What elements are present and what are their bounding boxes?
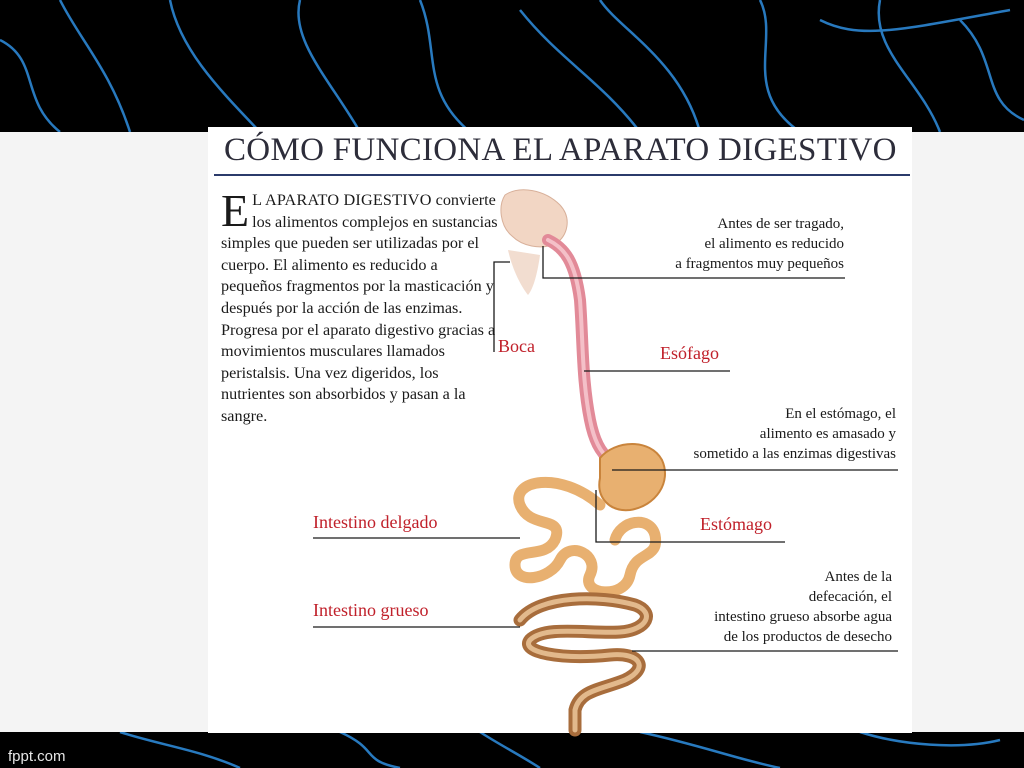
label-esofago: Esófago (660, 343, 719, 363)
note-intestino-grueso (660, 567, 892, 647)
footer-brand: fppt.com (8, 748, 66, 765)
note-grueso-line: intestino grueso absorbe agua (714, 609, 892, 625)
label-intestino-delgado: Intestino delgado (313, 512, 438, 532)
mouth-shape (501, 190, 567, 247)
note-grueso-line: Antes de la (824, 569, 892, 585)
intro-body: convierte los alimentos complejos en sustancias simples que pueden ser utilizadas por el cuerpo. El alimento es reducido a pequeños fragmentos por la masticación y después por la acción de las enzimas. Progresa por el aparato digestivo gracias a movimientos musculares llamados peristalsis. Una vez digeridos, los nutrientes son absorbidos y pasan a la sangre. (221, 191, 498, 425)
label-estomago: Estómago (700, 514, 772, 534)
note-estomago-line: alimento es amasado y (759, 426, 896, 442)
note-estomago-line: sometido a las enzimas digestivas (693, 446, 896, 462)
note-boca-line: a fragmentos muy pequeños (675, 256, 844, 272)
intro-lead: L APARATO DIGESTIVO (252, 191, 432, 209)
note-estomago-line: En el estómago, el (785, 406, 896, 422)
label-intestino-grueso: Intestino grueso (313, 600, 429, 620)
page-title: CÓMO FUNCIONA EL APARATO DIGESTIVO (224, 132, 897, 168)
note-boca-line: Antes de ser tragado, (717, 216, 844, 232)
note-boca-line: el alimento es reducido (704, 236, 844, 252)
note-boca (600, 214, 844, 274)
note-grueso-line: defecación, el (808, 589, 892, 605)
large-intestine (520, 599, 646, 730)
label-boca: Boca (498, 336, 535, 356)
note-grueso-line: de los productos de desecho (723, 629, 892, 645)
drop-cap: E (221, 185, 250, 236)
palate-shape (508, 250, 540, 295)
note-estomago (640, 404, 896, 464)
